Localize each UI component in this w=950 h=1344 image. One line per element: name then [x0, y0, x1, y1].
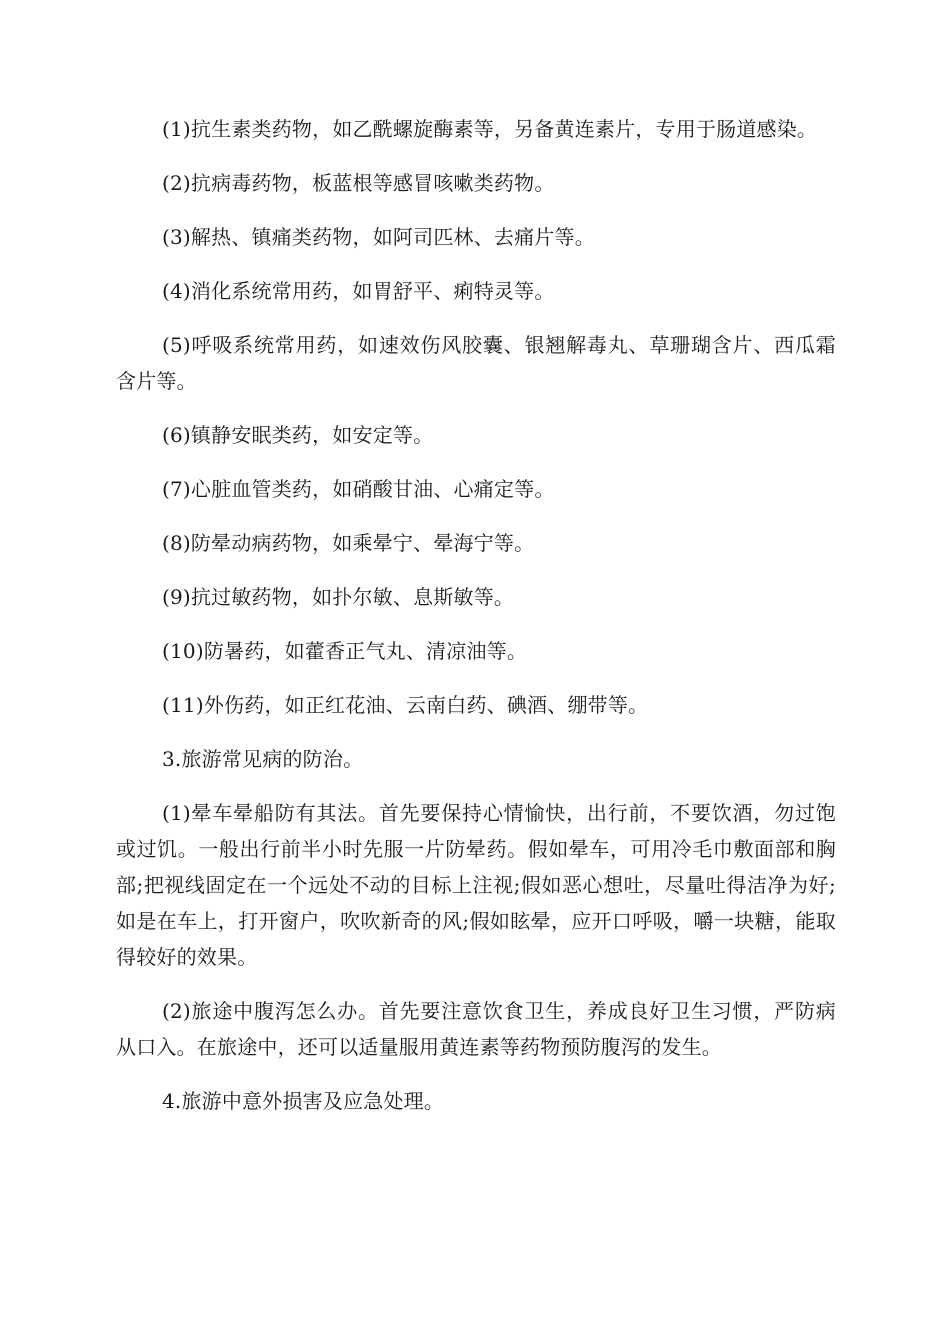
section-heading-accidents: 4.旅游中意外损害及应急处理。	[162, 1089, 445, 1113]
paragraph-motion-sickness: (8)防晕动病药物，如乘晕宁、晕海宁等。	[162, 531, 535, 555]
paragraph-antiallergy: (9)抗过敏药物，如扑尔敏、息斯敏等。	[162, 585, 515, 609]
paragraph-sedative: (6)镇静安眠类药，如安定等。	[162, 423, 434, 447]
paragraph-diarrhea: (2)旅途中腹泻怎么办。首先要注意饮食卫生，养成良好卫生习惯，严防病从口入。在旅途中，还可以适量服用黄连素等药物预防腹泻的发生。	[116, 999, 836, 1059]
paragraph-heatstroke: (10)防暑药，如藿香正气丸、清凉油等。	[162, 639, 528, 663]
paragraph-antibiotics: (1)抗生素类药物，如乙酰螺旋酶素等，另备黄连素片，专用于肠道感染。	[162, 117, 818, 141]
paragraph-cardiovascular: (7)心脏血管类药，如硝酸甘油、心痛定等。	[162, 477, 555, 501]
paragraph-antiviral: (2)抗病毒药物，板蓝根等感冒咳嗽类药物。	[162, 171, 555, 195]
paragraph-antipyretic: (3)解热、镇痛类药物，如阿司匹林、去痛片等。	[162, 225, 595, 249]
document-page	[116, 111, 836, 1137]
paragraph-carsickness: (1)晕车晕船防有其法。首先要保持心情愉快，出行前，不要饮酒，勿过饱或过饥。一般出行前半小时先服一片防晕药。假如晕车，可用冷毛巾敷面部和胸部;把视线固定在一个远处不动的目标上注视;假如恶心想吐，尽量吐得洁净为好;如是在车上，打开窗户，吹吹新奇的风;假如眩晕，应开口呼吸，嚼一块糖，能取得较好的效果。	[116, 801, 836, 969]
paragraph-trauma: (11)外伤药，如正红花油、云南白药、碘酒、绷带等。	[162, 693, 649, 717]
section-heading-common-illness: 3.旅游常见病的防治。	[162, 747, 364, 771]
paragraph-digestive: (4)消化系统常用药，如胃舒平、痢特灵等。	[162, 279, 555, 303]
paragraph-respiratory: (5)呼吸系统常用药，如速效伤风胶囊、银翘解毒丸、草珊瑚含片、西瓜霜含片等。	[116, 333, 836, 393]
